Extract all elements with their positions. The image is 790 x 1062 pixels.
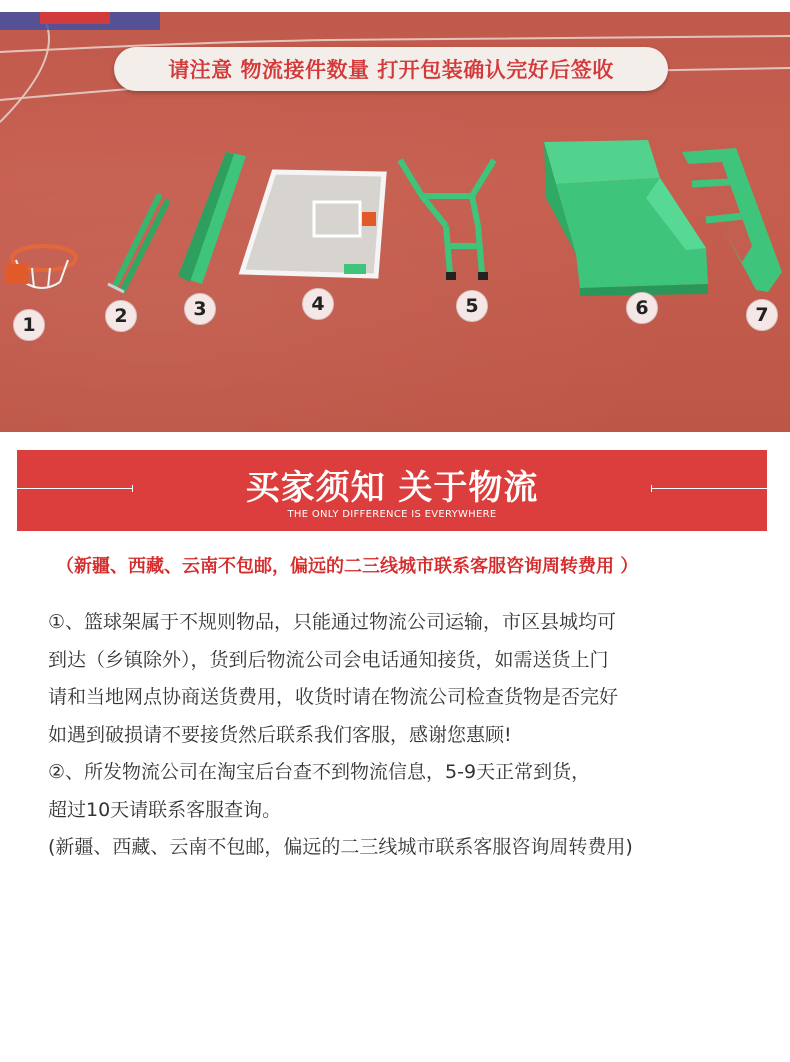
notice-line: ②、所发物流公司在淘宝后台查不到物流信息，5-9天正常到货，: [48, 761, 591, 783]
ladder-frame-part: [672, 142, 788, 294]
banner-subtitle: THE ONLY DIFFERENCE IS EVERYWHERE: [287, 509, 497, 520]
basketball-rim-part: [4, 238, 80, 294]
notice-text: 请注意 物流接件数量 打开包装确认完好后签收: [168, 58, 614, 82]
buyer-notice-banner: [17, 450, 767, 531]
notice-line: (新疆、西藏、云南不包邮，偏远的二三线城市联系客服咨询周转费用): [48, 836, 633, 858]
part-number-2: 2: [105, 300, 137, 332]
notice-line: 如遇到破损请不要接货然后联系我们客服，感谢您惠顾!: [48, 723, 512, 746]
notice-line: 超过10天请联系客服查询。: [48, 798, 282, 821]
y-frame-part: [392, 156, 502, 286]
part-number-4: 4: [302, 288, 334, 320]
notice-line: ①、篮球架属于不规则物品，只能通过物流公司运输，市区县城均可: [48, 611, 617, 633]
product-parts-photo: [0, 12, 790, 432]
part-number-7: 7: [746, 299, 778, 331]
logistics-notice-body: [48, 604, 768, 867]
part-number-6: 6: [626, 292, 658, 324]
part-number-3: 3: [184, 293, 216, 325]
notice-line: 到达（乡镇除外），货到后物流公司会电话通知接货，如需送货上门: [48, 648, 609, 671]
part-number-1: 1: [13, 309, 45, 341]
banner-title: 买家须知 关于物流: [245, 468, 539, 508]
part-number-5: 5: [456, 290, 488, 322]
support-poles-part: [94, 188, 174, 298]
backboard-part: [238, 168, 388, 280]
shipping-exclusion-note: （新疆、西藏、云南不包邮，偏远的二三线城市联系客服咨询周转费用 ）: [56, 556, 639, 577]
notice-line: 请和当地网点协商送货费用，收货时请在物流公司检查货物是否完好: [48, 686, 619, 708]
notice-banner: [114, 47, 668, 91]
